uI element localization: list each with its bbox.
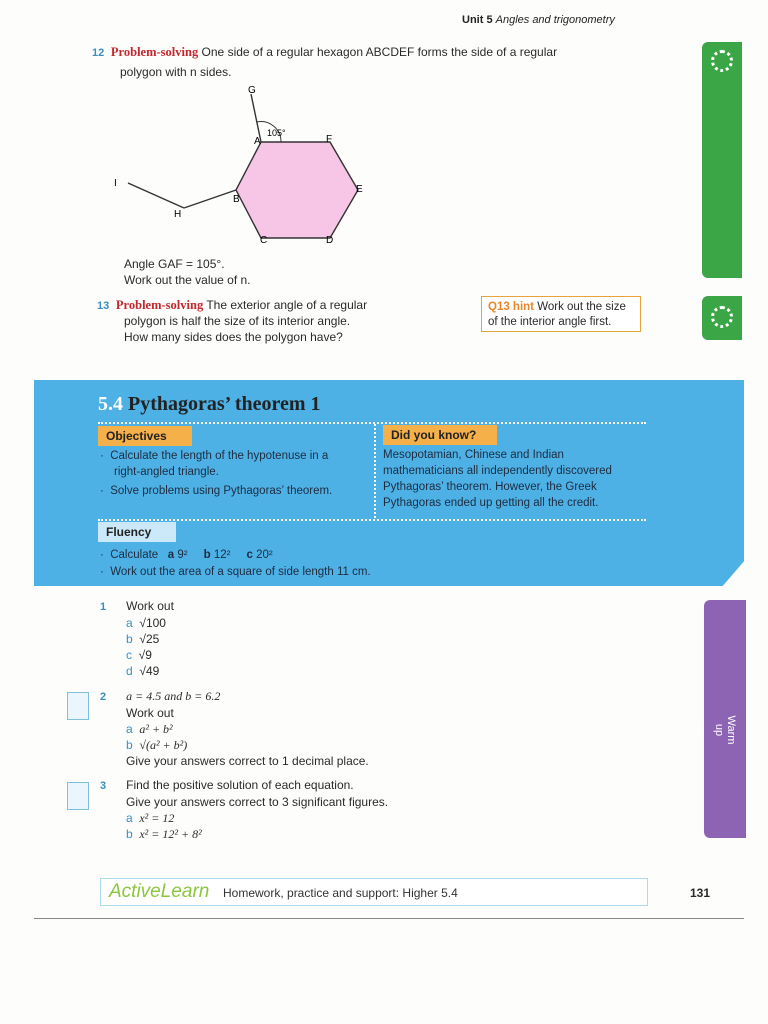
- label-g: G: [248, 85, 256, 96]
- label-f: F: [326, 134, 333, 145]
- objectives-list: [100, 448, 332, 499]
- q3-a-value: x² = 12: [139, 811, 175, 825]
- warm-up-label: Warm up: [713, 715, 737, 745]
- line-bh: [184, 190, 236, 208]
- hexagon: [236, 142, 358, 238]
- q1-b-value: √25: [139, 632, 160, 646]
- q1-intro: Work out: [126, 599, 174, 613]
- dots-circle-icon: [711, 306, 733, 328]
- dotted-vertical-divider: [374, 424, 376, 518]
- problem-solving-tag: Problem-solving: [110, 45, 199, 59]
- objective-item: · Solve problems using Pythagoras’ theorem.: [100, 485, 333, 497]
- unit-label: Unit 5: [462, 14, 493, 26]
- dotted-divider: [98, 422, 646, 424]
- did-you-know-label: Did you know?: [383, 425, 497, 445]
- q13-text-2: polygon is half the size of its interior angle.: [124, 314, 351, 328]
- objective-item: · Calculate the length of the hypotenuse in a: [100, 450, 329, 462]
- fluency-label: Fluency: [98, 522, 176, 542]
- q2-intro: Work out: [126, 706, 174, 720]
- green-side-tab: [702, 42, 742, 278]
- q12-line-2: Work out the value of n.: [124, 273, 251, 287]
- q12-text-2: polygon with n sides.: [120, 65, 232, 79]
- dots-circle-icon: [711, 50, 733, 72]
- page-number: 131: [690, 886, 711, 900]
- dotted-divider: [98, 519, 646, 521]
- question-number: 1: [100, 601, 107, 613]
- q1-d-value: √49: [139, 664, 160, 678]
- q13-hint-box: [481, 296, 641, 332]
- fluency-item-1: · Calculate a 9² b 12² c 20²: [100, 549, 273, 561]
- objective-item-cont: right-angled triangle.: [114, 466, 219, 478]
- q1-a-value: √100: [139, 616, 166, 630]
- q1-c-value: √9: [138, 648, 152, 662]
- section-number: 5.4: [98, 393, 123, 415]
- line-ag: [251, 94, 261, 142]
- label-a: A: [254, 136, 261, 147]
- problem-solving-tag: Problem-solving: [115, 298, 204, 312]
- question-3: 3 Find the positive solution of each equation. Give your answers correct to 3 significant figures. a x² = 12 b x² = 12² + 8²: [100, 778, 389, 841]
- label-e: E: [356, 184, 363, 195]
- footer-rule: [34, 918, 744, 919]
- dyk-line: Pythagoras ended up getting all the credit.: [383, 497, 599, 509]
- q13-text-1: The exterior angle of a regular: [206, 298, 368, 312]
- hint-label: Q13 hint: [488, 301, 535, 313]
- question-number: 3: [100, 780, 107, 792]
- question-number: 13: [97, 300, 110, 312]
- question-2: 2 a = 4.5 and b = 6.2 Work out a a² + b² b √(a² + b²) Give your answers correct to 1 decimal place.: [100, 689, 369, 768]
- activelearn-text: Homework, practice and support: Higher 5.4: [223, 886, 458, 900]
- label-b: B: [233, 194, 240, 205]
- hint-text-1: Work out the size: [537, 301, 626, 313]
- q3-intro-1: Find the positive solution of each equation.: [126, 778, 354, 792]
- dyk-line: Mesopotamian, Chinese and Indian: [383, 449, 564, 461]
- green-side-tab-2: [702, 296, 742, 340]
- question-number: 12: [92, 47, 105, 59]
- calculator-icon: [67, 782, 89, 810]
- activelearn-banner[interactable]: [100, 878, 648, 906]
- q2-note: Give your answers correct to 1 decimal place.: [126, 754, 369, 768]
- label-h: H: [174, 209, 182, 220]
- fluency-item-2: · Work out the area of a square of side length 11 cm.: [100, 566, 371, 578]
- q3-b-value: x² = 12² + 8²: [139, 827, 202, 841]
- question-12: [92, 44, 557, 62]
- section-name: Pythagoras’ theorem 1: [128, 393, 321, 415]
- q2-given: a = 4.5 and b = 6.2: [126, 689, 221, 703]
- q12-text-1: One side of a regular hexagon ABCDEF forms the side of a regular: [201, 45, 558, 59]
- q3-intro-2: Give your answers correct to 3 significant figures.: [126, 795, 389, 809]
- section-title: [98, 393, 321, 416]
- line-hi: [128, 183, 184, 208]
- running-header: [462, 14, 615, 26]
- q2-a-value: a² + b²: [139, 722, 173, 736]
- dyk-line: mathematicians all independently discovered: [383, 465, 612, 477]
- label-angle: 105°: [267, 128, 286, 138]
- unit-title: Angles and trigonometry: [495, 14, 615, 26]
- q13-text-3: How many sides does the polygon have?: [124, 330, 343, 344]
- did-you-know-text: [383, 447, 612, 511]
- hexagon-diagram: [100, 80, 390, 250]
- hint-text-2: of the interior angle first.: [488, 316, 612, 328]
- question-number: 2: [100, 691, 107, 703]
- objectives-label: Objectives: [98, 426, 192, 446]
- calculator-icon: [67, 692, 89, 720]
- label-i: I: [114, 178, 117, 189]
- question-1: 1 Work out a √100 b √25 c √9 d √49: [100, 599, 174, 678]
- warm-up-tab: [704, 600, 746, 838]
- label-d: D: [326, 235, 334, 246]
- q2-b-value: √(a² + b²): [139, 738, 188, 752]
- label-c: C: [260, 235, 268, 246]
- q12-line-1: Angle GAF = 105°.: [124, 257, 225, 271]
- activelearn-logo: ActiveLearn: [109, 881, 210, 902]
- dyk-line: Pythagoras’ theorem. However, the Greek: [383, 481, 597, 493]
